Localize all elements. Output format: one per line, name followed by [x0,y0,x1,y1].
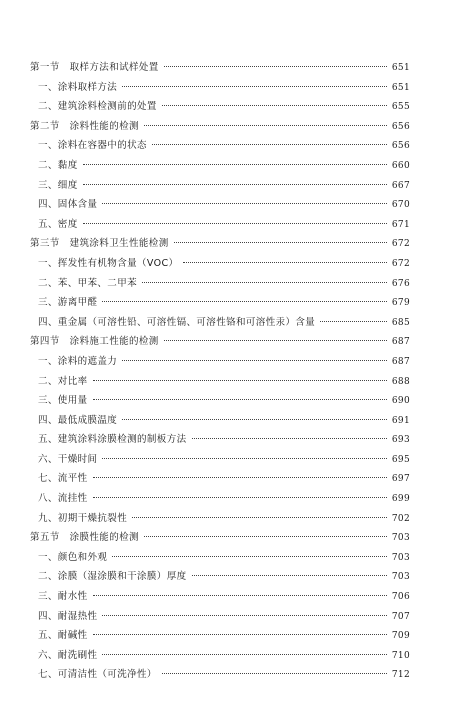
toc-page-number: 671 [391,219,410,230]
toc-entry-label: 一、挥发性有机物含量（VOC） [38,257,179,269]
toc-subsection-row[interactable] [30,391,410,411]
dot-leader [144,536,387,537]
toc-entry-label: 六、耐洗刷性 [38,649,98,661]
toc-page-number: 667 [391,180,410,191]
toc-page-number: 706 [391,592,410,603]
toc-page-number: 703 [391,552,410,563]
toc-subsection-row[interactable] [30,372,410,392]
toc-entry-label: 七、可清洁性（可洗净性） [38,669,157,681]
dot-leader [83,184,387,185]
toc-subsection-row[interactable] [30,646,410,666]
toc-entry-label: 四、耐湿热性 [38,610,98,622]
toc-subsection-row[interactable] [30,274,410,294]
toc-entry-label: 第五节 涂膜性能的检测 [30,532,139,544]
toc-subsection-row[interactable] [30,195,410,215]
toc-entry-label: 四、最低成膜温度 [38,414,118,426]
dot-leader [144,125,387,126]
toc-entry-label: 三、耐水性 [38,591,88,603]
toc-entry-label: 二、建筑涂料检测前的处置 [38,101,157,113]
dot-leader [102,301,387,302]
dot-leader [93,634,387,635]
toc-page-number: 655 [391,102,410,113]
toc-entry-label: 一、涂料取样方法 [38,81,118,93]
toc-page-number: 710 [391,650,410,661]
toc-subsection-row[interactable] [30,156,410,176]
toc-subsection-row[interactable] [30,469,410,489]
dot-leader [142,282,387,283]
dot-leader [162,673,387,674]
toc-entry-label: 三、使用量 [38,395,88,407]
toc-page-number: 670 [391,200,410,211]
toc-subsection-row[interactable] [30,665,410,685]
toc-subsection-row[interactable] [30,313,410,333]
dot-leader [83,164,387,165]
dot-leader [132,517,387,518]
dot-leader [122,419,387,420]
toc-page-number: 676 [391,278,410,289]
toc-entry-label: 二、苯、甲苯、二甲苯 [38,277,138,289]
dot-leader [93,380,387,381]
toc-subsection-row[interactable] [30,176,410,196]
toc-page-number: 687 [391,356,410,367]
dot-leader [174,242,387,243]
toc-page-number: 707 [391,611,410,622]
toc-page-number: 672 [391,239,410,250]
dot-leader [102,615,387,616]
toc-page-number: 651 [391,82,410,93]
toc-subsection-row[interactable] [30,136,410,156]
toc-page-number: 703 [391,572,410,583]
toc-subsection-row[interactable] [30,430,410,450]
toc-page-number: 690 [391,396,410,407]
toc-entry-label: 五、建筑涂料涂膜检测的制板方法 [38,434,187,446]
dot-leader [152,144,387,145]
toc-entry-label: 二、黏度 [38,159,78,171]
toc-page-number: 693 [391,435,410,446]
toc-page-number: 656 [391,121,410,132]
toc-subsection-row[interactable] [30,78,410,98]
toc-page-number: 702 [391,513,410,524]
toc-section-row[interactable] [30,332,410,352]
toc-entry-label: 一、涂料在容器中的状态 [38,140,147,152]
dot-leader [192,575,387,576]
toc-section-row[interactable] [30,528,410,548]
dot-leader [320,321,387,322]
toc-entry-label: 第四节 涂料施工性能的检测 [30,336,159,348]
toc-subsection-row[interactable] [30,97,410,117]
dot-leader [164,66,387,67]
toc-page-number: 672 [391,258,410,269]
toc-page-number: 651 [391,63,410,73]
toc-entry-label: 九、初期干燥抗裂性 [38,512,128,524]
toc-entry-label: 第一节 取样方法和试样处置 [30,62,159,73]
toc-subsection-row[interactable] [30,607,410,627]
dot-leader [122,360,387,361]
toc-page-number: 688 [391,376,410,387]
toc-page-number: 699 [391,494,410,505]
toc-section-row[interactable] [30,234,410,254]
dot-leader [102,458,387,459]
toc-page-number: 697 [391,474,410,485]
toc-entry-label: 一、颜色和外观 [38,551,108,563]
dot-leader [183,262,386,263]
toc-page-number: 679 [391,298,410,309]
toc-section-row[interactable] [30,58,410,78]
dot-leader [122,86,387,87]
toc-entry-label: 一、涂料的遮盖力 [38,355,118,367]
toc-subsection-row[interactable] [30,352,410,372]
dot-leader [102,203,387,204]
toc-entry-label: 第二节 涂料性能的检测 [30,120,139,132]
toc-entry-label: 四、重金属（可溶性铅、可溶性镉、可溶性铬和可溶性汞）含量 [38,316,316,328]
toc-subsection-row[interactable] [30,450,410,470]
dot-leader [102,654,387,655]
toc-page-number: 687 [391,337,410,348]
dot-leader [93,497,387,498]
toc-subsection-row[interactable] [30,509,410,529]
toc-entry-label: 六、干燥时间 [38,453,98,465]
toc-entry-label: 五、密度 [38,218,78,230]
toc-subsection-row[interactable] [30,254,410,274]
toc-page-number: 709 [391,631,410,642]
toc-page-number: 712 [391,670,410,681]
toc-page-number: 685 [391,317,410,328]
table-of-contents [30,58,410,685]
toc-page-number: 703 [391,533,410,544]
toc-subsection-row[interactable] [30,567,410,587]
toc-entry-label: 三、细度 [38,179,78,191]
toc-page-number: 691 [391,415,410,426]
toc-page-number: 656 [391,141,410,152]
toc-subsection-row[interactable] [30,548,410,568]
toc-entry-label: 第三节 建筑涂料卫生性能检测 [30,238,169,250]
dot-leader [112,556,387,557]
toc-subsection-row[interactable] [30,215,410,235]
toc-subsection-row[interactable] [30,293,410,313]
toc-section-row[interactable] [30,117,410,137]
dot-leader [192,438,387,439]
toc-subsection-row[interactable] [30,411,410,431]
dot-leader [83,223,387,224]
dot-leader [164,340,387,341]
toc-entry-label: 二、对比率 [38,375,88,387]
dot-leader [93,595,387,596]
dot-leader [162,105,387,106]
toc-entry-label: 八、流挂性 [38,493,88,505]
toc-entry-label: 五、耐碱性 [38,630,88,642]
toc-entry-label: 七、流平性 [38,473,88,485]
toc-entry-label: 二、涂膜（湿涂膜和干涂膜）厚度 [38,571,187,583]
toc-subsection-row[interactable] [30,587,410,607]
toc-subsection-row[interactable] [30,489,410,509]
dot-leader [93,477,387,478]
toc-page-number: 660 [391,160,410,171]
toc-page-number: 695 [391,454,410,465]
toc-entry-label: 三、游离甲醛 [38,297,98,309]
toc-entry-label: 四、固体含量 [38,199,98,211]
toc-subsection-row[interactable] [30,626,410,646]
dot-leader [93,399,387,400]
